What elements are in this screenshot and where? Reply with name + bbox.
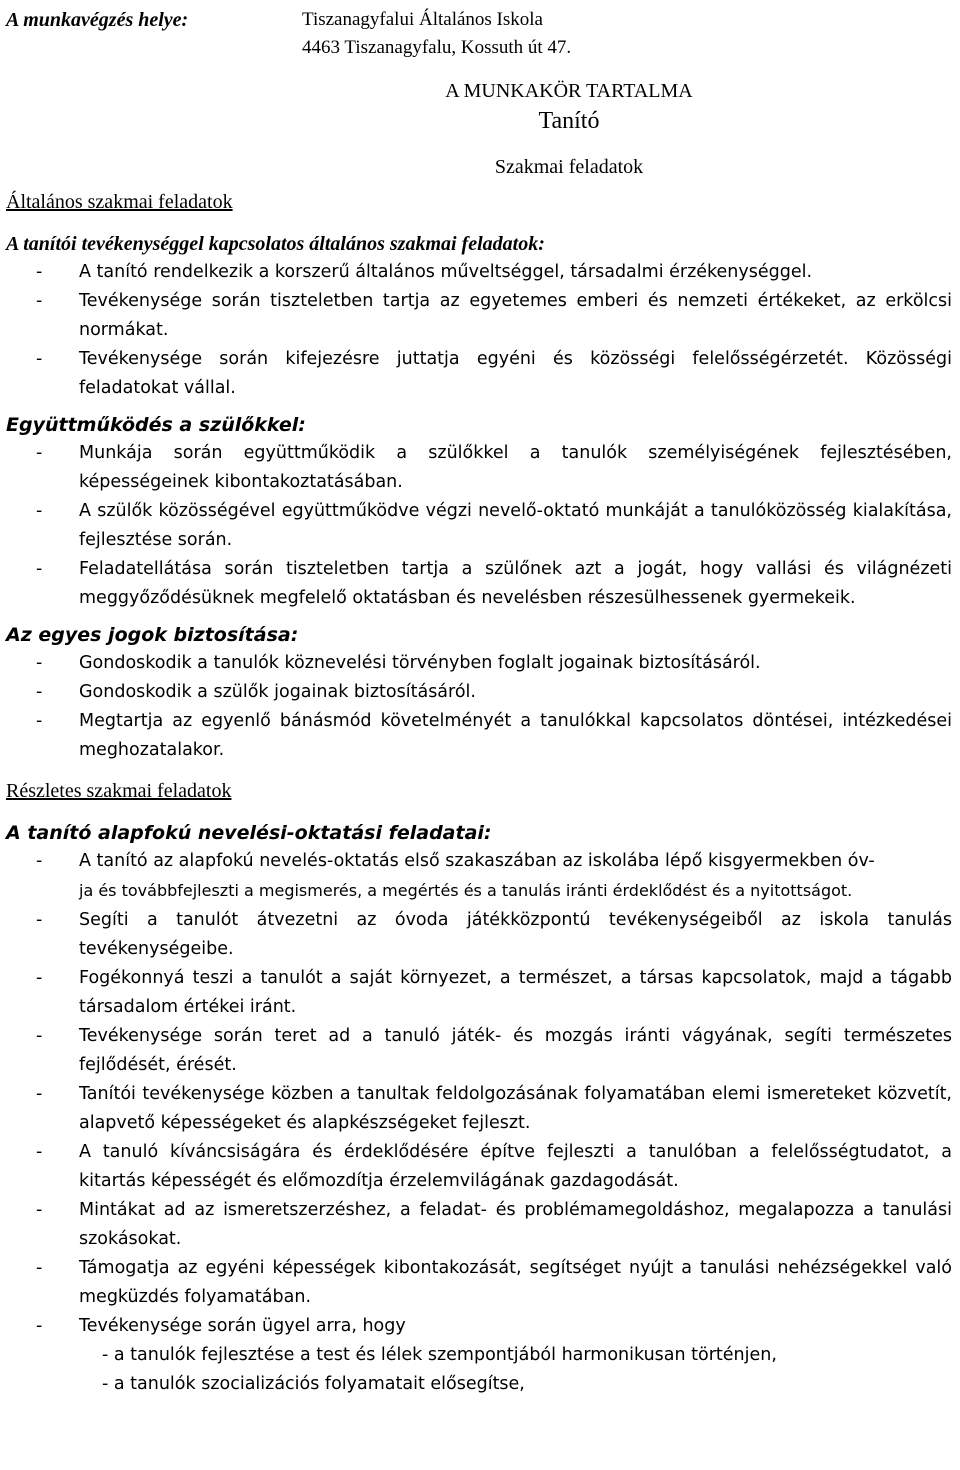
school-name: Tiszanagyfalui Általános Iskola xyxy=(302,9,543,30)
workplace-header xyxy=(6,6,952,62)
list-item: - Tevékenysége során kifejezésre juttatja egyéni és közösségi felelősségérzetét. Közösségi feladatokat vállal. xyxy=(6,345,952,403)
sub-item: - a tanulók fejlesztése a test és lélek szempontjából harmonikusan történjen, xyxy=(102,1345,777,1365)
list-item: - A tanító rendelkezik a korszerű általános műveltséggel, társadalmi érzékenységgel. xyxy=(6,258,952,287)
list-item: - A tanuló kíváncsiságára és érdeklődésére építve fejleszti a tanulóban a felelősségtudatot, a kitartás képességét és előmozdítja érzelemvilágának gazdagodását. xyxy=(6,1138,952,1196)
parents-cooperation-list xyxy=(6,439,952,613)
list-item-line: ja és továbbfejleszti a megismerés, a megértés és a tanulás iránti érdeklődést és a nyitottságot. xyxy=(79,881,853,900)
list-item: - Fogékonnyá teszi a tanulót a saját környezet, a természet, a társas kapcsolatok, majd a tágabb társadalom értékei iránt. xyxy=(6,964,952,1022)
section-title: Szakmai feladatok xyxy=(494,156,644,178)
workplace-label: A munkavégzés helye: xyxy=(6,9,189,31)
list-item: - Támogatja az egyéni képességek kibontakozását, segítséget nyújt a tanulási nehézségekkel való megküzdés folyamatában. xyxy=(6,1254,952,1312)
list-item: - Segíti a tanulót átvezetni az óvoda játékközpontú tevékenységeiből az iskola tanulás tevékenységeibe. xyxy=(6,906,952,964)
teacher-activity-list xyxy=(6,258,952,403)
list-item: - Gondoskodik a tanulók köznevelési törvényben foglalt jogainak biztosításáról. xyxy=(6,649,952,678)
list-item: - Feladatellátása során tiszteletben tartja a szülőnek azt a jogát, hogy vallási és világnézeti meggyőződésüknek megfelelő oktatásban és nevelésben részesülhessenek gyermekeik. xyxy=(6,555,952,613)
rights-heading: Az egyes jogok biztosítása: xyxy=(6,624,299,646)
list-item: - Megtartja az egyenlő bánásmód követelményét a tanulókkal kapcsolatos döntései, intézkedései meghozatalakor. xyxy=(6,707,952,765)
detailed-heading: Részletes szakmai feladatok xyxy=(6,780,232,802)
general-heading: Általános szakmai feladatok xyxy=(6,191,233,213)
list-item: - Tanítói tevékenysége közben a tanultak feldolgozásának folyamatában elemi ismereteket közvetít, alapvető képességeket és alapkészségeket fejleszt. xyxy=(6,1080,952,1138)
sub-item: - a tanulók szocializációs folyamatait elősegítse, xyxy=(102,1374,525,1394)
role-title: Tanító xyxy=(538,108,600,134)
document-title: A MUNKAKÖR TARTALMA xyxy=(445,80,693,102)
list-item: - Gondoskodik a szülők jogainak biztosításáról. xyxy=(6,678,952,707)
list-item: - Tevékenysége során tiszteletben tartja az egyetemes emberi és nemzeti értékeket, az erkölcsi normákat. xyxy=(6,287,952,345)
list-item: - Tevékenysége során ügyel arra, hogy xyxy=(6,1312,952,1341)
list-item xyxy=(6,847,952,906)
parents-cooperation-heading: Együttműködés a szülőkkel: xyxy=(6,414,306,436)
rights-list xyxy=(6,649,952,765)
list-item-line: A tanító az alapfokú nevelés-oktatás első szakaszában az iskolába lépő kisgyermekben óv- xyxy=(79,851,875,871)
primary-tasks-heading: A tanító alapfokú nevelési-oktatási feladatai: xyxy=(6,822,492,844)
list-item: - A szülők közösségével együttműködve végzi nevelő-oktató munkáját a tanulóközösség kialakítása, fejlesztése során. xyxy=(6,497,952,555)
teacher-activity-heading: A tanítói tevékenységgel kapcsolatos általános szakmai feladatok: xyxy=(6,233,545,255)
primary-tasks-list xyxy=(6,847,952,1341)
school-address: 4463 Tiszanagyfalu, Kossuth út 47. xyxy=(302,37,572,58)
list-item: - Munkája során együttműködik a szülőkkel a tanulók személyiségének fejlesztésében, képességeinek kibontakoztatásában. xyxy=(6,439,952,497)
list-item: - Tevékenysége során teret ad a tanuló játék- és mozgás iránti vágyának, segíti természetes fejlődését, érését. xyxy=(6,1022,952,1080)
list-item: - Mintákat ad az ismeretszerzéshez, a feladat- és problémamegoldáshoz, megalapozza a tanulási szokásokat. xyxy=(6,1196,952,1254)
workplace-value xyxy=(302,6,571,62)
